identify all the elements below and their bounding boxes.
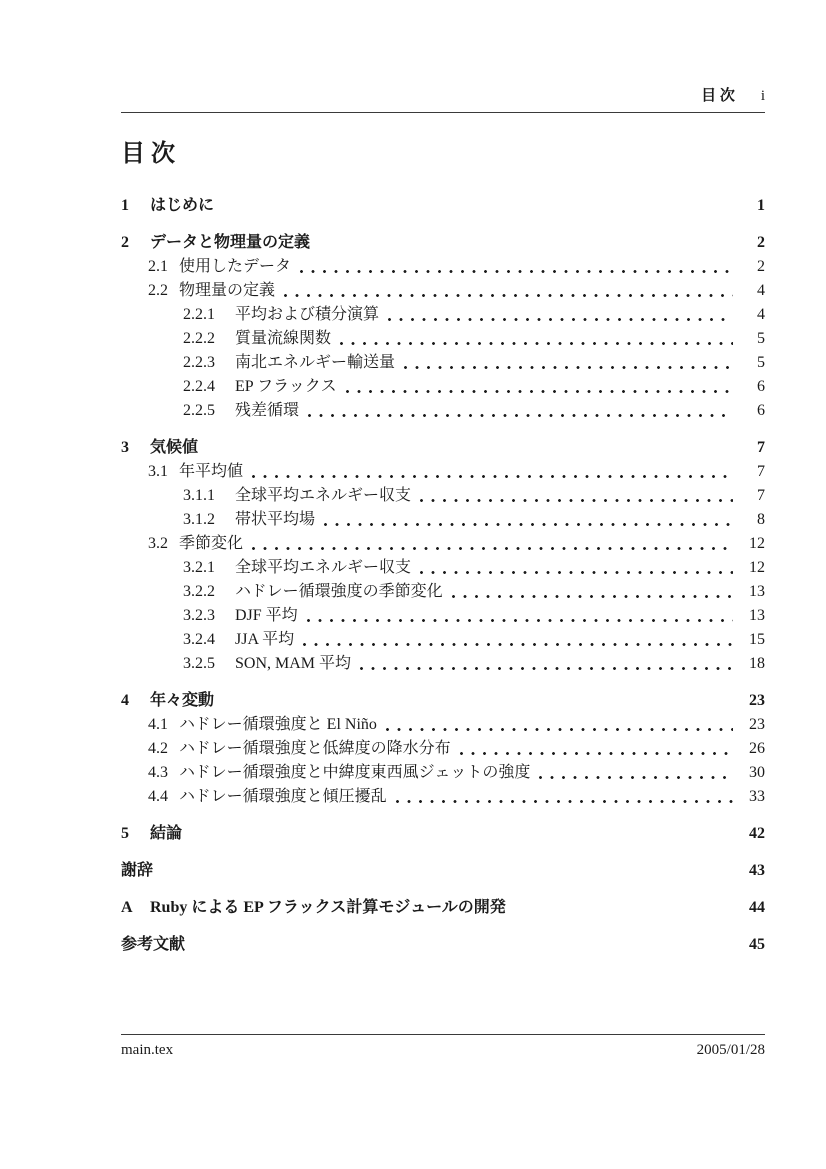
entry-label: 帯状平均場 (235, 511, 316, 528)
dot-leader (318, 231, 733, 255)
entry-label: 質量流線関数 (235, 330, 332, 347)
toc-entry (121, 399, 765, 423)
entry-number: 2.2.5 (183, 402, 215, 419)
entry-page: 33 (749, 788, 765, 805)
entry-label: 気候値 (150, 439, 199, 456)
footer-filename: main.tex (121, 1042, 174, 1058)
entry-number: 2.2.2 (183, 330, 215, 347)
entry-label: ハドレー循環強度と中緯度東西風ジェットの強度 (179, 764, 531, 781)
entry-page: 23 (749, 716, 765, 733)
dot-leader (385, 713, 733, 737)
dot-leader (359, 652, 733, 676)
entry-label: データと物理量の定義 (150, 234, 311, 251)
entry-page: 43 (749, 862, 765, 879)
entry-label: 年平均値 (179, 463, 244, 480)
entry-page: 7 (757, 439, 765, 456)
entry-label: JJA 平均 (235, 631, 295, 648)
entry-page: 12 (749, 559, 765, 576)
toc-entry (121, 436, 765, 460)
dot-leader (395, 785, 733, 809)
entry-label: 南北エネルギー輸送量 (235, 354, 396, 371)
entry-label: EP フラックス (235, 378, 337, 395)
entry-number: A (121, 899, 133, 916)
entry-label: ハドレー循環強度と低緯度の降水分布 (179, 740, 451, 757)
entry-number: 3.2.4 (183, 631, 215, 648)
page-footer (121, 1034, 765, 1059)
toc-entry (121, 231, 765, 255)
toc-entry (121, 327, 765, 351)
header-doc-title: 目 次 (701, 88, 735, 104)
toc-entry (121, 556, 765, 580)
entry-number: 3 (121, 439, 129, 456)
dot-leader (251, 460, 733, 484)
dot-leader (222, 194, 733, 218)
toc-entry (121, 822, 765, 846)
entry-page: 30 (749, 764, 765, 781)
toc-entry (121, 484, 765, 508)
entry-page: 1 (757, 197, 765, 214)
entry-number: 2.2.1 (183, 306, 215, 323)
dot-leader (251, 532, 733, 556)
entry-label: 参考文献 (121, 936, 186, 953)
entry-page: 7 (757, 487, 765, 504)
entry-label: DJF 平均 (235, 607, 298, 624)
entry-page: 13 (749, 583, 765, 600)
entry-page: 4 (757, 282, 765, 299)
dot-leader (451, 580, 733, 604)
entry-label: はじめに (150, 197, 215, 214)
dot-leader (387, 303, 733, 327)
entry-label: 残差循環 (235, 402, 300, 419)
dot-leader (419, 484, 733, 508)
toc-entry (121, 652, 765, 676)
dot-leader (302, 628, 733, 652)
toc-entry (121, 896, 765, 920)
dot-leader (339, 327, 733, 351)
dot-leader (299, 255, 733, 279)
entry-page: 45 (749, 936, 765, 953)
toc-entry (121, 508, 765, 532)
entry-page: 8 (757, 511, 765, 528)
entry-number: 4 (121, 692, 129, 709)
entry-page: 44 (749, 899, 765, 916)
entry-number: 3.1.1 (183, 487, 215, 504)
entry-page: 26 (749, 740, 765, 757)
entry-number: 2.2 (148, 282, 168, 299)
dot-leader (345, 375, 733, 399)
dot-leader (538, 761, 733, 785)
header-page-number: i (760, 88, 765, 104)
entry-number: 3.1.2 (183, 511, 215, 528)
entry-label: 全球平均エネルギー収支 (235, 487, 412, 504)
toc-entry (121, 580, 765, 604)
entry-number: 2.1 (148, 258, 168, 275)
entry-label: 年々変動 (150, 692, 215, 709)
toc-entry (121, 713, 765, 737)
dot-leader (283, 279, 733, 303)
entry-page: 15 (749, 631, 765, 648)
dot-leader (323, 508, 733, 532)
toc-entry (121, 785, 765, 809)
entry-label: SON, MAM 平均 (235, 655, 352, 672)
entry-page: 6 (757, 378, 765, 395)
toc-entry (121, 859, 765, 883)
entry-number: 2.2.3 (183, 354, 215, 371)
entry-number: 3.2.2 (183, 583, 215, 600)
entry-label: 使用したデータ (179, 258, 292, 275)
entry-number: 4.3 (148, 764, 168, 781)
dot-leader (307, 399, 733, 423)
dot-leader (222, 689, 733, 713)
entry-number: 3.2.3 (183, 607, 215, 624)
footer-date: 2005/01/28 (696, 1042, 765, 1058)
entry-number: 3.2 (148, 535, 168, 552)
entry-number: 2 (121, 234, 129, 251)
running-header (121, 0, 765, 113)
entry-label: ハドレー循環強度の季節変化 (235, 583, 443, 600)
entry-label: Ruby による EP フラックス計算モジュールの開発 (150, 899, 506, 916)
entry-page: 6 (757, 402, 765, 419)
toc-entry (121, 604, 765, 628)
dot-leader (190, 822, 733, 846)
toc-entry (121, 279, 765, 303)
entry-page: 5 (757, 354, 765, 371)
entry-page: 13 (749, 607, 765, 624)
entry-number: 3.2.5 (183, 655, 215, 672)
entry-number: 1 (121, 197, 129, 214)
entry-page: 18 (749, 655, 765, 672)
dot-leader (419, 556, 733, 580)
entry-page: 42 (749, 825, 765, 842)
toc-entry (121, 628, 765, 652)
toc-list (121, 194, 765, 957)
entry-page: 2 (757, 234, 765, 251)
toc-entry (121, 194, 765, 218)
entry-label: 謝辞 (121, 862, 154, 879)
entry-page: 23 (749, 692, 765, 709)
toc-entry (121, 351, 765, 375)
entry-label: 平均および積分演算 (235, 306, 380, 323)
dot-leader (306, 604, 733, 628)
entry-label: 全球平均エネルギー収支 (235, 559, 412, 576)
toc-entry (121, 933, 765, 957)
toc-entry (121, 689, 765, 713)
toc-entry (121, 460, 765, 484)
entry-page: 5 (757, 330, 765, 347)
entry-label: ハドレー循環強度と傾圧擾乱 (179, 788, 387, 805)
entry-label: ハドレー循環強度と El Niño (179, 716, 377, 733)
page-title: 目 次 (121, 141, 175, 167)
toc-entry (121, 532, 765, 556)
toc-entry (121, 303, 765, 327)
entry-label: 物理量の定義 (179, 282, 276, 299)
entry-page: 7 (757, 463, 765, 480)
toc-entry (121, 737, 765, 761)
entry-number: 5 (121, 825, 129, 842)
toc-entry (121, 375, 765, 399)
toc-entry (121, 761, 765, 785)
entry-label: 結論 (150, 825, 183, 842)
entry-number: 4.4 (148, 788, 168, 805)
entry-number: 3.2.1 (183, 559, 215, 576)
dot-leader (403, 351, 733, 375)
dot-leader (193, 933, 733, 957)
entry-number: 4.2 (148, 740, 168, 757)
entry-page: 12 (749, 535, 765, 552)
entry-number: 4.1 (148, 716, 168, 733)
entry-page: 4 (757, 306, 765, 323)
entry-label: 季節変化 (179, 535, 244, 552)
dot-leader (161, 859, 733, 883)
entry-page: 2 (757, 258, 765, 275)
dot-leader (206, 436, 733, 460)
entry-number: 3.1 (148, 463, 168, 480)
entry-number: 2.2.4 (183, 378, 215, 395)
dot-leader (459, 737, 733, 761)
toc-entry (121, 255, 765, 279)
dot-leader (514, 896, 733, 920)
